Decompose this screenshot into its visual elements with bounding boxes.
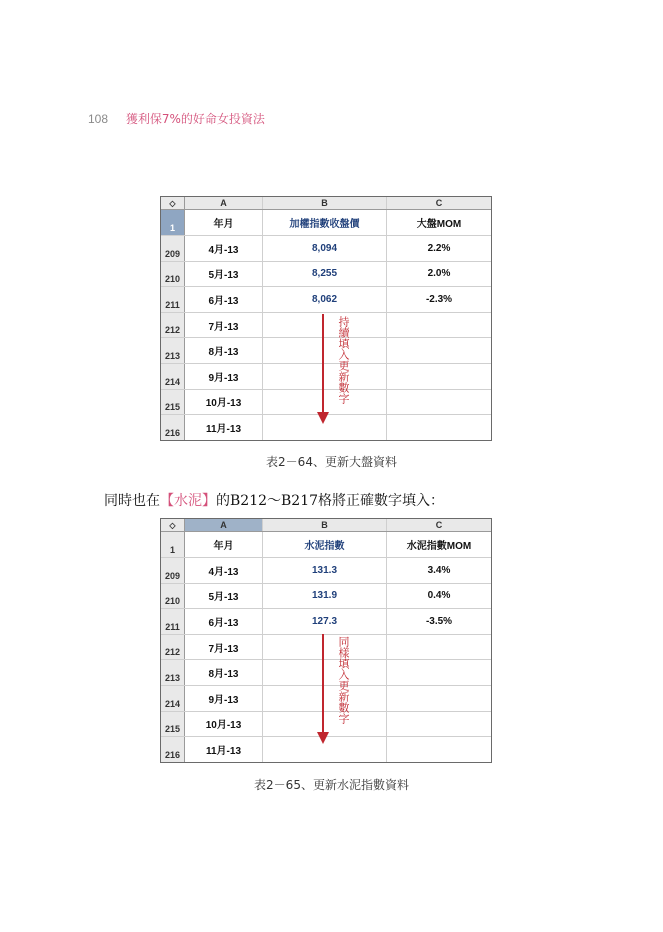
value-cell[interactable]: 127.3	[263, 609, 387, 634]
table-caption-1: 表2－64、更新大盤資料	[266, 455, 397, 469]
row-number[interactable]: 210	[161, 584, 185, 609]
mom-cell[interactable]	[387, 686, 491, 711]
month-cell[interactable]: 10月-13	[185, 390, 263, 415]
header-cell-index[interactable]: 水泥指數	[263, 532, 387, 557]
month-cell[interactable]: 6月-13	[185, 287, 263, 312]
month-cell[interactable]: 7月-13	[185, 635, 263, 660]
month-cell[interactable]: 6月-13	[185, 609, 263, 634]
column-letter-b[interactable]: B	[263, 519, 387, 531]
table-caption-2: 表2－65、更新水泥指數資料	[254, 778, 409, 792]
row-number[interactable]: 212	[161, 635, 185, 660]
mom-cell[interactable]	[387, 635, 491, 660]
value-cell[interactable]: 131.9	[263, 584, 387, 609]
paragraph-text-before: 同時也在	[104, 493, 160, 509]
corner-icon[interactable]: ◇	[161, 519, 185, 531]
row-number[interactable]: 212	[161, 313, 185, 338]
column-letter-c[interactable]: C	[435, 520, 443, 530]
month-cell[interactable]: 8月-13	[185, 660, 263, 685]
column-header-row	[161, 197, 491, 210]
mom-cell[interactable]	[387, 390, 491, 415]
value-cell[interactable]: 131.3	[263, 558, 387, 583]
body-paragraph	[104, 490, 444, 510]
row-number[interactable]: 214	[161, 364, 185, 389]
table-row	[161, 584, 491, 610]
header-row	[161, 210, 491, 236]
mom-cell[interactable]: -2.3%	[425, 293, 453, 305]
table-row	[161, 262, 491, 288]
row-number[interactable]: 213	[161, 660, 185, 685]
value-cell[interactable]: 8,094	[263, 236, 387, 261]
row-number[interactable]: 211	[161, 609, 185, 634]
mom-cell[interactable]	[387, 712, 491, 737]
month-cell[interactable]: 5月-13	[185, 584, 263, 609]
header-cell-month[interactable]: 年月	[185, 210, 263, 235]
table-row	[161, 287, 491, 313]
month-cell[interactable]: 11月-13	[185, 737, 263, 762]
mom-cell[interactable]	[387, 313, 491, 338]
month-cell[interactable]: 5月-13	[185, 262, 263, 287]
book-title: 獲利保7%的好命女投資法	[125, 112, 265, 126]
month-cell[interactable]: 4月-13	[185, 558, 263, 583]
down-arrow-icon	[316, 314, 330, 426]
month-cell[interactable]: 4月-13	[185, 236, 263, 261]
row-number[interactable]: 211	[161, 287, 185, 312]
header-cell-month[interactable]: 年月	[185, 532, 263, 557]
column-letter-a[interactable]: A	[185, 197, 263, 209]
mom-cell[interactable]	[387, 660, 491, 685]
value-cell[interactable]: 8,062	[263, 287, 387, 312]
mom-cell[interactable]: -3.5%	[425, 615, 453, 627]
table-row	[161, 236, 491, 262]
annotation-text: 持續填入更新數字	[337, 316, 350, 404]
annotation-text: 同樣填入更新數字	[337, 636, 350, 724]
row-number[interactable]: 216	[161, 737, 185, 762]
table-row	[161, 558, 491, 584]
row-number[interactable]: 209	[161, 558, 185, 583]
paragraph-text-after: 的B212〜B217格將正確數字填入：	[216, 493, 445, 509]
mom-cell[interactable]	[387, 415, 491, 440]
row-number[interactable]: 213	[161, 338, 185, 363]
row-number[interactable]: 1	[161, 532, 185, 557]
month-cell[interactable]: 9月-13	[185, 686, 263, 711]
mom-cell[interactable]	[387, 338, 491, 363]
table-row	[161, 609, 491, 635]
row-number[interactable]: 214	[161, 686, 185, 711]
page-number: 108	[88, 112, 109, 126]
header-cell-index[interactable]: 加權指數收盤價	[263, 210, 387, 235]
column-header-row	[161, 519, 491, 532]
corner-icon[interactable]: ◇	[161, 197, 185, 209]
column-letter-a[interactable]: A	[185, 519, 263, 531]
month-cell[interactable]: 10月-13	[185, 712, 263, 737]
header-cell-mom[interactable]: 大盤MOM	[416, 219, 462, 230]
mom-cell[interactable]: 2.2%	[427, 242, 451, 254]
running-header	[88, 110, 265, 127]
value-cell[interactable]: 8,255	[263, 262, 387, 287]
row-number[interactable]: 210	[161, 262, 185, 287]
mom-cell[interactable]: 2.0%	[427, 268, 451, 280]
down-arrow-icon	[316, 634, 330, 746]
column-letter-b[interactable]: B	[263, 197, 387, 209]
month-cell[interactable]: 7月-13	[185, 313, 263, 338]
row-number[interactable]: 216	[161, 415, 185, 440]
paragraph-highlight: 【水泥】	[160, 493, 216, 509]
mom-cell[interactable]: 0.4%	[427, 590, 451, 602]
row-number[interactable]: 215	[161, 712, 185, 737]
month-cell[interactable]: 11月-13	[185, 415, 263, 440]
mom-cell[interactable]	[387, 364, 491, 389]
header-row	[161, 532, 491, 558]
month-cell[interactable]: 9月-13	[185, 364, 263, 389]
column-letter-c[interactable]: C	[435, 198, 443, 208]
month-cell[interactable]: 8月-13	[185, 338, 263, 363]
row-number[interactable]: 215	[161, 390, 185, 415]
header-cell-mom[interactable]: 水泥指數MOM	[406, 541, 472, 552]
row-number[interactable]: 209	[161, 236, 185, 261]
mom-cell[interactable]: 3.4%	[427, 564, 451, 576]
mom-cell[interactable]	[387, 737, 491, 762]
row-number[interactable]: 1	[161, 210, 185, 235]
